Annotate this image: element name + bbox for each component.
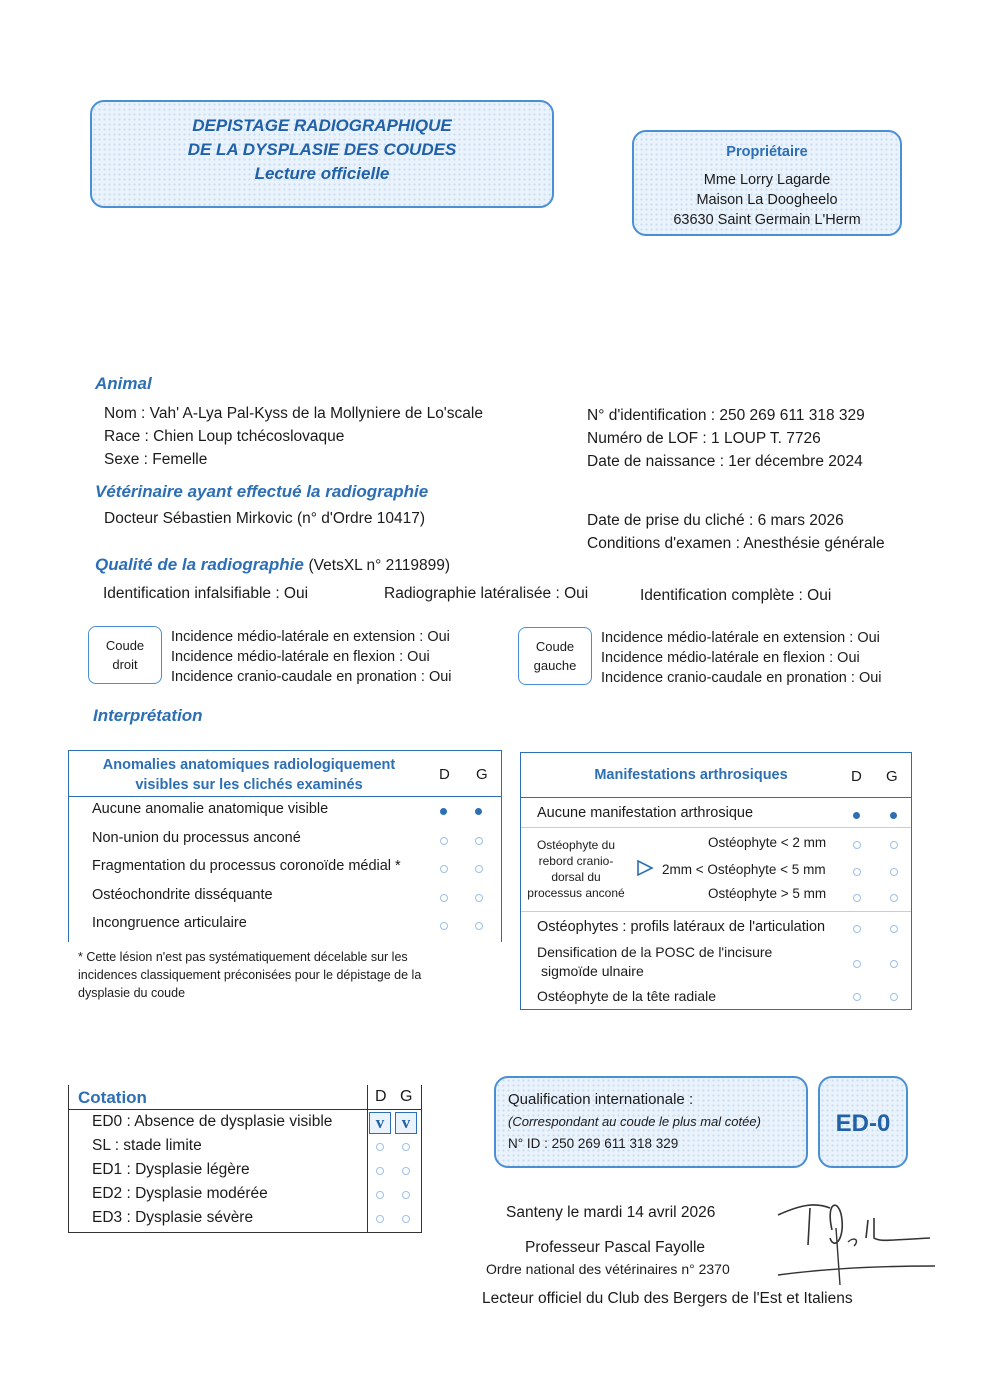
- anomalies-footnote: [78, 948, 421, 1002]
- veterinaire-heading: Vétérinaire ayant effectué la radiographie: [95, 482, 429, 501]
- arthrose-title: Manifestations arthrosiques: [594, 767, 788, 783]
- grade-value: ED-0: [835, 1110, 891, 1137]
- signatory-name: Professeur Pascal Fayolle: [525, 1239, 706, 1256]
- cotation-g-mark: [402, 1191, 410, 1199]
- conditions-examen: Conditions d'examen : Anesthésie générale: [587, 535, 885, 552]
- anomaly-g-mark: [475, 922, 483, 930]
- anomaly-g-mark: [475, 865, 483, 873]
- signatory-ordre: Ordre national des vétérinaires n° 2370: [486, 1261, 730, 1277]
- anomaly-d-mark: [440, 865, 448, 873]
- anomaly-row-label: Aucune anomalie anatomique visible: [92, 801, 329, 817]
- coude-gauche-incidence-1: Incidence médio-latérale en extension : Oui: [601, 630, 880, 646]
- cotation-col-d: D: [375, 1088, 387, 1105]
- anomalies-header-rule: [69, 796, 501, 797]
- cotation-header-rule: [68, 1109, 422, 1110]
- animal-nom: Nom : Vah' A-Lya Pal-Kyss de la Mollyniere de Lo'scale: [104, 405, 483, 422]
- coude-droit-incidence-1: Incidence médio-latérale en extension : Oui: [171, 629, 450, 645]
- osteo-lt2-d-mark: [853, 841, 861, 849]
- arthrose-aucune-g-mark: [890, 812, 897, 819]
- arthrose-aucune: Aucune manifestation arthrosique: [537, 805, 754, 821]
- profils-d-mark: [853, 925, 861, 933]
- handwritten-signature: [770, 1190, 940, 1290]
- coude-droit-box: [88, 626, 162, 684]
- date-cliche: Date de prise du cliché : 6 mars 2026: [587, 512, 844, 529]
- osteo-gt5: Ostéophyte > 5 mm: [708, 886, 827, 901]
- anomaly-d-mark: [440, 837, 448, 845]
- cotation-row-label: SL : stade limite: [92, 1137, 202, 1154]
- title-line-2: DE LA DYSPLASIE DES COUDES: [187, 140, 457, 159]
- cotation-g-mark: [402, 1143, 410, 1151]
- title-line-1: DEPISTAGE RADIOGRAPHIQUE: [192, 116, 452, 135]
- osteo-gt5-g-mark: [890, 894, 898, 902]
- osteo-group-line-2: rebord cranio-: [538, 854, 614, 868]
- anomalies-col-g: G: [476, 766, 488, 783]
- arthrose-header-rule: [521, 797, 911, 798]
- coude-droit-incidence-3: Incidence cranio-caudale en pronation : Oui: [171, 669, 452, 685]
- ident-complete: Identification complète : Oui: [640, 587, 832, 604]
- signatory-role: Lecteur officiel du Club des Bergers de l'Est et Italiens: [482, 1290, 853, 1307]
- osteo-group-line-3: dorsal du: [551, 870, 601, 884]
- densification-label: [537, 943, 772, 981]
- qualification-box: [494, 1076, 808, 1168]
- cotation-d-mark: [376, 1167, 384, 1175]
- anomaly-g-mark: [475, 808, 482, 815]
- qualification-line-1: Qualification internationale :: [508, 1091, 694, 1108]
- anomaly-d-mark: [440, 894, 448, 902]
- owner-name: Mme Lorry Lagarde: [703, 172, 831, 188]
- cotation-row-label: ED1 : Dysplasie légère: [92, 1161, 250, 1178]
- osteo-2-5-g-mark: [890, 868, 898, 876]
- osteo-gt5-d-mark: [853, 894, 861, 902]
- coude-droit-label-1: Coude: [105, 638, 145, 653]
- cotation-d-mark: [376, 1191, 384, 1199]
- ident-infalsifiable: Identification infalsifiable : Oui: [103, 585, 309, 602]
- coude-gauche-label-2: gauche: [533, 658, 577, 673]
- cotation-g-check: v: [395, 1112, 417, 1134]
- anomalies-title: [69, 755, 429, 795]
- anomaly-g-mark: [475, 894, 483, 902]
- densification-g-mark: [890, 960, 898, 968]
- osteo-2-5: 2mm < Ostéophyte < 5 mm: [662, 862, 826, 877]
- qualification-line-2: (Correspondant au coude le plus mal cotée): [508, 1114, 761, 1129]
- animal-race: Race : Chien Loup tchécoslovaque: [104, 428, 345, 445]
- anomalies-col-d: D: [439, 766, 450, 783]
- animal-identification: N° d'identification : 250 269 611 318 329: [587, 407, 865, 424]
- owner-box: [632, 130, 902, 236]
- coude-gauche-box: [518, 627, 592, 685]
- radio-lateralisee: Radiographie latéralisée : Oui: [384, 585, 589, 602]
- cotation-g-mark: [402, 1167, 410, 1175]
- coude-gauche-incidence-2: Incidence médio-latérale en flexion : Oui: [601, 650, 860, 666]
- profils-g-mark: [890, 925, 898, 933]
- coude-droit-incidence-2: Incidence médio-latérale en flexion : Oui: [171, 649, 430, 665]
- qualite-ref: (VetsXL n° 2119899): [308, 557, 451, 574]
- osteo-profils: Ostéophytes : profils latéraux de l'articulation: [537, 919, 826, 935]
- animal-lof: Numéro de LOF : 1 LOUP T. 7726: [587, 430, 821, 447]
- osteo-lt2: Ostéophyte < 2 mm: [708, 835, 827, 850]
- arthrose-aucune-d-mark: [853, 812, 860, 819]
- coude-gauche-incidence-3: Incidence cranio-caudale en pronation : Oui: [601, 670, 882, 686]
- tete-radiale-d-mark: [853, 993, 861, 1001]
- cotation-row-label: ED2 : Dysplasie modérée: [92, 1185, 268, 1202]
- coude-droit-label-2: droit: [112, 657, 138, 672]
- anomaly-d-mark: [440, 808, 447, 815]
- place-date: Santeny le mardi 14 avril 2026: [506, 1204, 716, 1221]
- arthrose-col-d: D: [851, 768, 862, 785]
- tete-radiale: Ostéophyte de la tête radiale: [537, 988, 717, 1004]
- arthrose-rule-1: [521, 827, 911, 828]
- anomaly-row-label: Non-union du processus anconé: [92, 829, 301, 846]
- owner-address-1: Maison La Doogheelo: [696, 192, 838, 208]
- cotation-d-mark: [376, 1143, 384, 1151]
- footnote-line-2: incidences classiquement préconisées pour le dépistage de la: [78, 968, 422, 982]
- title-line-3: Lecture officielle: [254, 164, 390, 183]
- densification-d-mark: [853, 960, 861, 968]
- footnote-line-1: * Cette lésion n'est pas systématiquement décelable sur les: [78, 950, 408, 964]
- cotation-mark-column: [367, 1085, 423, 1233]
- arthrose-col-g: G: [886, 768, 898, 785]
- grade-box: [818, 1076, 908, 1168]
- anomaly-d-mark: [440, 922, 448, 930]
- osteo-lt2-g-mark: [890, 841, 898, 849]
- anomaly-g-mark: [475, 837, 483, 845]
- coude-gauche-label-1: Coude: [535, 639, 575, 654]
- anomalies-title-2: visibles sur les clichés examinés: [135, 777, 363, 793]
- anomaly-row-label: Fragmentation du processus coronoïde médial *: [92, 858, 401, 874]
- animal-sexe: Sexe : Femelle: [104, 451, 208, 468]
- cotation-heading: Cotation: [78, 1088, 147, 1107]
- cotation-row-label: ED3 : Dysplasie sévère: [92, 1209, 254, 1226]
- osteo-group-line-1: Ostéophyte du: [536, 838, 616, 852]
- osteo-2-5-d-mark: [853, 868, 861, 876]
- qualite-heading: Qualité de la radiographie: [95, 555, 304, 574]
- cotation-col-g: G: [400, 1088, 413, 1105]
- cotation-g-mark: [402, 1215, 410, 1223]
- qualification-line-3: N° ID : 250 269 611 318 329: [508, 1136, 679, 1151]
- coude-gauche-incidences: [601, 628, 882, 688]
- arthrose-rule-2: [521, 911, 911, 912]
- tete-radiale-g-mark: [890, 993, 898, 1001]
- interpretation-heading: Interprétation: [93, 706, 203, 725]
- triangle-arrow-icon: [636, 859, 654, 877]
- densification-line-2: sigmoïde ulnaire: [541, 963, 644, 979]
- qualite-heading-line: [95, 555, 450, 575]
- densification-line-1: Densification de la POSC de l'incisure: [537, 944, 773, 960]
- document-title-box: [90, 100, 554, 208]
- osteo-group-line-4: processus anconé: [527, 886, 625, 900]
- animal-naissance: Date de naissance : 1er décembre 2024: [587, 453, 863, 470]
- veterinaire-name: Docteur Sébastien Mirkovic (n° d'Ordre 10417): [104, 510, 426, 527]
- owner-address-2: 63630 Saint Germain L'Herm: [673, 212, 861, 228]
- cotation-d-check: v: [369, 1112, 391, 1134]
- anomaly-row-label: Incongruence articulaire: [92, 915, 247, 931]
- footnote-line-3: dysplasie du coude: [78, 986, 186, 1000]
- osteo-group-label: [525, 837, 627, 901]
- coude-droit-incidences: [171, 627, 452, 687]
- anomalies-title-1: Anomalies anatomiques radiologiquement: [102, 757, 396, 773]
- animal-heading: Animal: [95, 374, 152, 393]
- cotation-row-label: ED0 : Absence de dysplasie visible: [92, 1113, 333, 1130]
- owner-label: Propriétaire: [726, 144, 808, 160]
- anomalies-panel: [68, 750, 502, 942]
- cotation-d-mark: [376, 1215, 384, 1223]
- arthrose-panel: [520, 752, 912, 1010]
- anomaly-row-label: Ostéochondrite disséquante: [92, 886, 273, 903]
